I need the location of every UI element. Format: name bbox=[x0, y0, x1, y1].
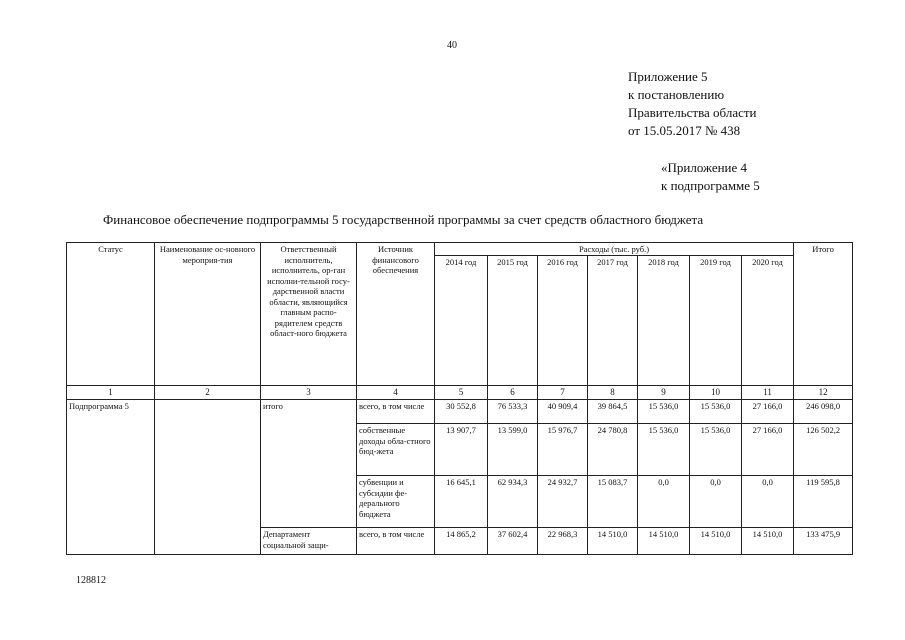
appendix-line: к подпрограмме 5 bbox=[661, 178, 760, 193]
value-cell: 0,0 bbox=[690, 476, 742, 528]
document-title: Финансовое обеспечение подпрограммы 5 государственной программы за счет средств областного бюджета bbox=[103, 212, 704, 227]
header-year: 2014 год bbox=[435, 256, 488, 386]
value-cell: 13 599,0 bbox=[488, 424, 538, 476]
table-row bbox=[67, 400, 853, 424]
source-cell: всего, в том числе bbox=[357, 400, 435, 424]
value-cell: 14 510,0 bbox=[588, 528, 638, 555]
value-cell: 0,0 bbox=[638, 476, 690, 528]
table-header-row bbox=[67, 243, 853, 256]
appendix-line: к постановлению bbox=[628, 87, 725, 102]
total-cell: 126 502,2 bbox=[794, 424, 853, 476]
value-cell: 40 909,4 bbox=[538, 400, 588, 424]
header-year: 2017 год bbox=[588, 256, 638, 386]
value-cell: 16 645,1 bbox=[435, 476, 488, 528]
total-cell: 133 475,9 bbox=[794, 528, 853, 555]
header-status: Статус bbox=[67, 243, 155, 386]
value-cell: 15 976,7 bbox=[538, 424, 588, 476]
column-number: 10 bbox=[690, 386, 742, 400]
value-cell: 39 864,5 bbox=[588, 400, 638, 424]
total-cell: 119 595,8 bbox=[794, 476, 853, 528]
source-cell: всего, в том числе bbox=[357, 528, 435, 555]
value-cell: 15 536,0 bbox=[690, 424, 742, 476]
header-activity: Наименование ос-новного мероприя-тия bbox=[155, 243, 261, 386]
value-cell: 15 536,0 bbox=[690, 400, 742, 424]
header-year: 2015 год bbox=[488, 256, 538, 386]
appendix-line: Правительства области bbox=[628, 105, 757, 120]
value-cell: 15 536,0 bbox=[638, 424, 690, 476]
value-cell: 14 510,0 bbox=[690, 528, 742, 555]
value-cell: 27 166,0 bbox=[742, 400, 794, 424]
header-year: 2019 год bbox=[690, 256, 742, 386]
column-number: 3 bbox=[261, 386, 357, 400]
page-number: 40 bbox=[447, 40, 457, 51]
column-number: 6 bbox=[488, 386, 538, 400]
value-cell: 0,0 bbox=[742, 476, 794, 528]
source-cell: собственные доходы обла-стного бюд-жета bbox=[357, 424, 435, 476]
executor-cell: Департамент социальной защи- bbox=[261, 528, 357, 555]
header-expenses: Расходы (тыс. руб.) bbox=[435, 243, 794, 256]
total-cell: 246 098,0 bbox=[794, 400, 853, 424]
source-cell: субвенции и субсидии фе-дерального бюджета bbox=[357, 476, 435, 528]
column-number: 9 bbox=[638, 386, 690, 400]
column-number: 7 bbox=[538, 386, 588, 400]
appendix-block bbox=[628, 68, 757, 140]
column-number: 1 bbox=[67, 386, 155, 400]
status-cell: Подпрограмма 5 bbox=[67, 400, 155, 555]
column-number: 12 bbox=[794, 386, 853, 400]
column-number: 2 bbox=[155, 386, 261, 400]
header-year: 2016 год bbox=[538, 256, 588, 386]
header-executor: Ответственный исполнитель, исполнитель, ор-ган исполни-тельной госу-дарственной власти области, являющийся главным распо-рядителем средств област-ного бюджета bbox=[261, 243, 357, 386]
value-cell: 22 968,3 bbox=[538, 528, 588, 555]
header-total: Итого bbox=[794, 243, 853, 386]
header-year: 2020 год bbox=[742, 256, 794, 386]
appendix-line: «Приложение 4 bbox=[661, 160, 748, 175]
value-cell: 15 083,7 bbox=[588, 476, 638, 528]
column-number: 11 bbox=[742, 386, 794, 400]
value-cell: 30 552,8 bbox=[435, 400, 488, 424]
financing-table bbox=[66, 242, 853, 555]
column-numbers-row bbox=[67, 386, 853, 400]
value-cell: 76 533,3 bbox=[488, 400, 538, 424]
value-cell: 24 932,7 bbox=[538, 476, 588, 528]
column-number: 8 bbox=[588, 386, 638, 400]
value-cell: 14 510,0 bbox=[742, 528, 794, 555]
value-cell: 27 166,0 bbox=[742, 424, 794, 476]
column-number: 4 bbox=[357, 386, 435, 400]
value-cell: 24 780,8 bbox=[588, 424, 638, 476]
value-cell: 13 907,7 bbox=[435, 424, 488, 476]
value-cell: 15 536,0 bbox=[638, 400, 690, 424]
executor-cell: итого bbox=[261, 400, 357, 528]
value-cell: 14 865,2 bbox=[435, 528, 488, 555]
appendix-line: Приложение 5 bbox=[628, 69, 708, 84]
value-cell: 14 510,0 bbox=[638, 528, 690, 555]
column-number: 5 bbox=[435, 386, 488, 400]
appendix-subblock bbox=[661, 159, 760, 195]
document-code: 128812 bbox=[76, 575, 106, 586]
appendix-line: от 15.05.2017 № 438 bbox=[628, 123, 741, 138]
value-cell: 37 602,4 bbox=[488, 528, 538, 555]
header-source: Источник финансового обеспечения bbox=[357, 243, 435, 386]
header-year: 2018 год bbox=[638, 256, 690, 386]
value-cell: 62 934,3 bbox=[488, 476, 538, 528]
activity-cell bbox=[155, 400, 261, 555]
